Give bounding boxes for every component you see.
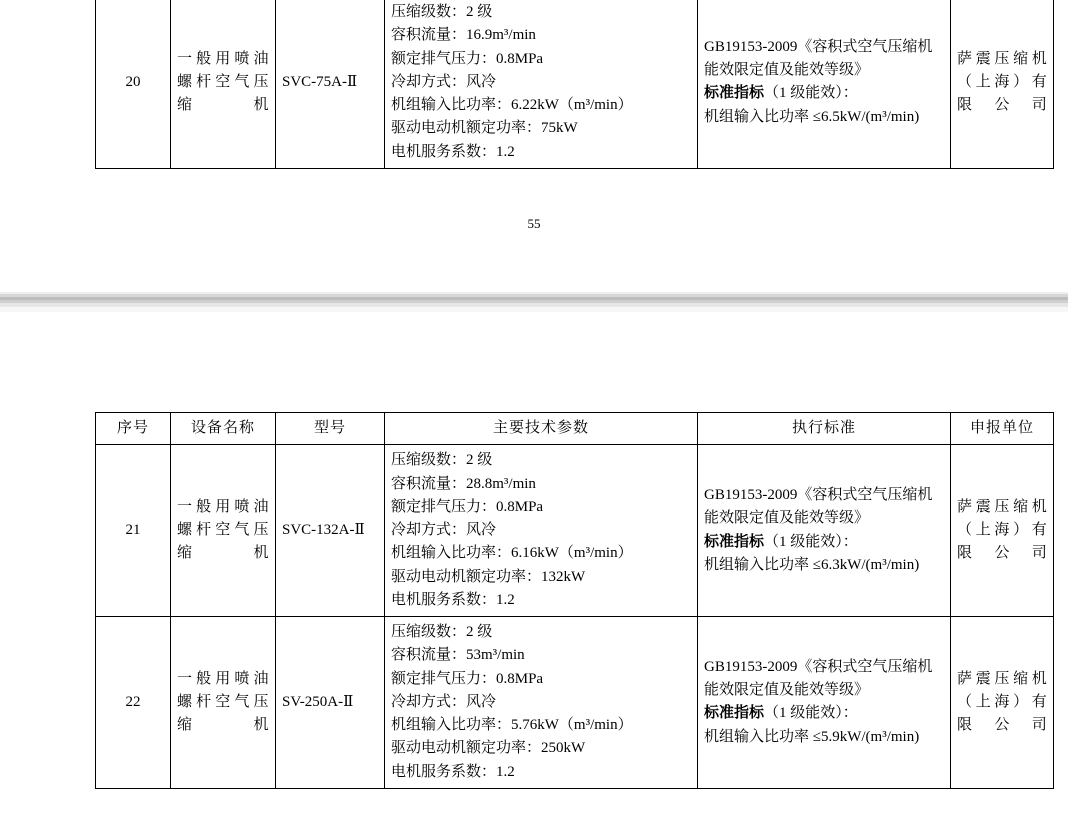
cell-applicant-unit: 萨震压缩机（上海）有限公司 [951,0,1054,168]
table-header-row [96,413,1054,445]
param-line: 驱动电动机额定功率：75kW [391,120,578,137]
cell-model: SV-250A-Ⅱ [276,617,385,789]
standard-index-line [704,702,944,725]
cell-applicant-unit: 萨震压缩机（上海）有限公司 [951,445,1054,617]
standard-index-value: 机组输入比功率 ≤5.9kW/(m³/min) [704,728,920,745]
header-execution-standard: 执行标准 [698,413,951,445]
page-number: 55 [527,216,541,231]
cell-technical-parameters [385,0,698,168]
cell-serial-number: 21 [96,445,171,617]
standard-index-label: 标准指标 [704,533,765,550]
standard-code: GB19153-2009《容积式空气压缩机能效限定值及能效等级》 [704,487,933,527]
table-row [96,445,1054,617]
param-line: 冷却方式：风冷 [391,73,497,90]
param-line: 机组输入比功率：6.16kW（m³/min） [391,545,633,562]
standard-index-note: （1 级能效）： [764,533,858,550]
param-line: 驱动电动机额定功率：250kW [391,740,586,757]
cell-technical-parameters [385,617,698,789]
param-line: 容积流量：16.9m³/min [391,27,536,44]
param-line: 电机服务系数：1.2 [391,591,515,608]
equipment-table-top [95,0,1054,169]
param-line: 冷却方式：风冷 [391,522,497,538]
standard-code: GB19153-2009《容积式空气压缩机能效限定值及能效等级》 [704,38,933,79]
standard-index-line [704,82,944,105]
standard-index-line [704,531,944,554]
cell-execution-standard [698,0,951,168]
header-technical-parameters: 主要技术参数 [385,413,698,445]
param-line: 容积流量：53m³/min [391,647,525,664]
header-serial-number: 序号 [96,413,171,445]
standard-index-label: 标准指标 [704,85,765,102]
cell-model: SVC-132A-Ⅱ [276,445,385,617]
cell-technical-parameters [385,445,698,617]
param-line: 额定排气压力：0.8MPa [391,670,544,687]
cell-execution-standard [698,445,951,617]
standard-index-label: 标准指标 [704,705,765,722]
header-equipment-name: 设备名称 [171,413,276,445]
param-line: 压缩级数：2 级 [391,4,493,20]
param-line: 压缩级数：2 级 [391,452,493,469]
cell-model: SVC-75A-Ⅱ [276,0,385,168]
param-line: 驱动电动机额定功率：132kW [391,568,586,585]
bottom-table-container [95,412,1054,789]
param-line: 额定排气压力：0.8MPa [391,498,544,515]
page-break-separator [0,290,1068,312]
cell-equipment-name: 一般用喷油螺杆空气压缩机 [171,617,276,789]
param-line: 容积流量：28.8m³/min [391,475,536,492]
standard-index-value: 机组输入比功率 ≤6.5kW/(m³/min) [704,108,920,125]
param-line: 压缩级数：2 级 [391,624,493,640]
param-line: 机组输入比功率：5.76kW（m³/min） [391,717,633,733]
param-line: 电机服务系数：1.2 [391,143,515,160]
top-table-container [95,0,1054,169]
cell-execution-standard [698,617,951,789]
cell-equipment-name: 一般用喷油螺杆空气压缩机 [171,445,276,617]
param-line: 额定排气压力：0.8MPa [391,50,544,67]
header-applicant-unit: 申报单位 [951,413,1054,445]
cell-serial-number: 20 [96,0,171,168]
equipment-table-bottom [95,412,1054,789]
cell-serial-number: 22 [96,617,171,789]
cell-applicant-unit: 萨震压缩机（上海）有限公司 [951,617,1054,789]
standard-code: GB19153-2009《容积式空气压缩机能效限定值及能效等级》 [704,658,933,699]
header-model: 型号 [276,413,385,445]
param-line: 电机服务系数：1.2 [391,763,515,780]
table-row [96,617,1054,789]
standard-index-value: 机组输入比功率 ≤6.3kW/(m³/min) [704,556,920,573]
cell-equipment-name: 一般用喷油螺杆空气压缩机 [171,0,276,168]
param-line: 冷却方式：风冷 [391,693,497,710]
table-row [96,0,1054,168]
standard-index-note: （1 级能效）： [764,85,858,102]
standard-index-note: （1 级能效）： [764,705,858,722]
param-line: 机组输入比功率：6.22kW（m³/min） [391,97,633,113]
